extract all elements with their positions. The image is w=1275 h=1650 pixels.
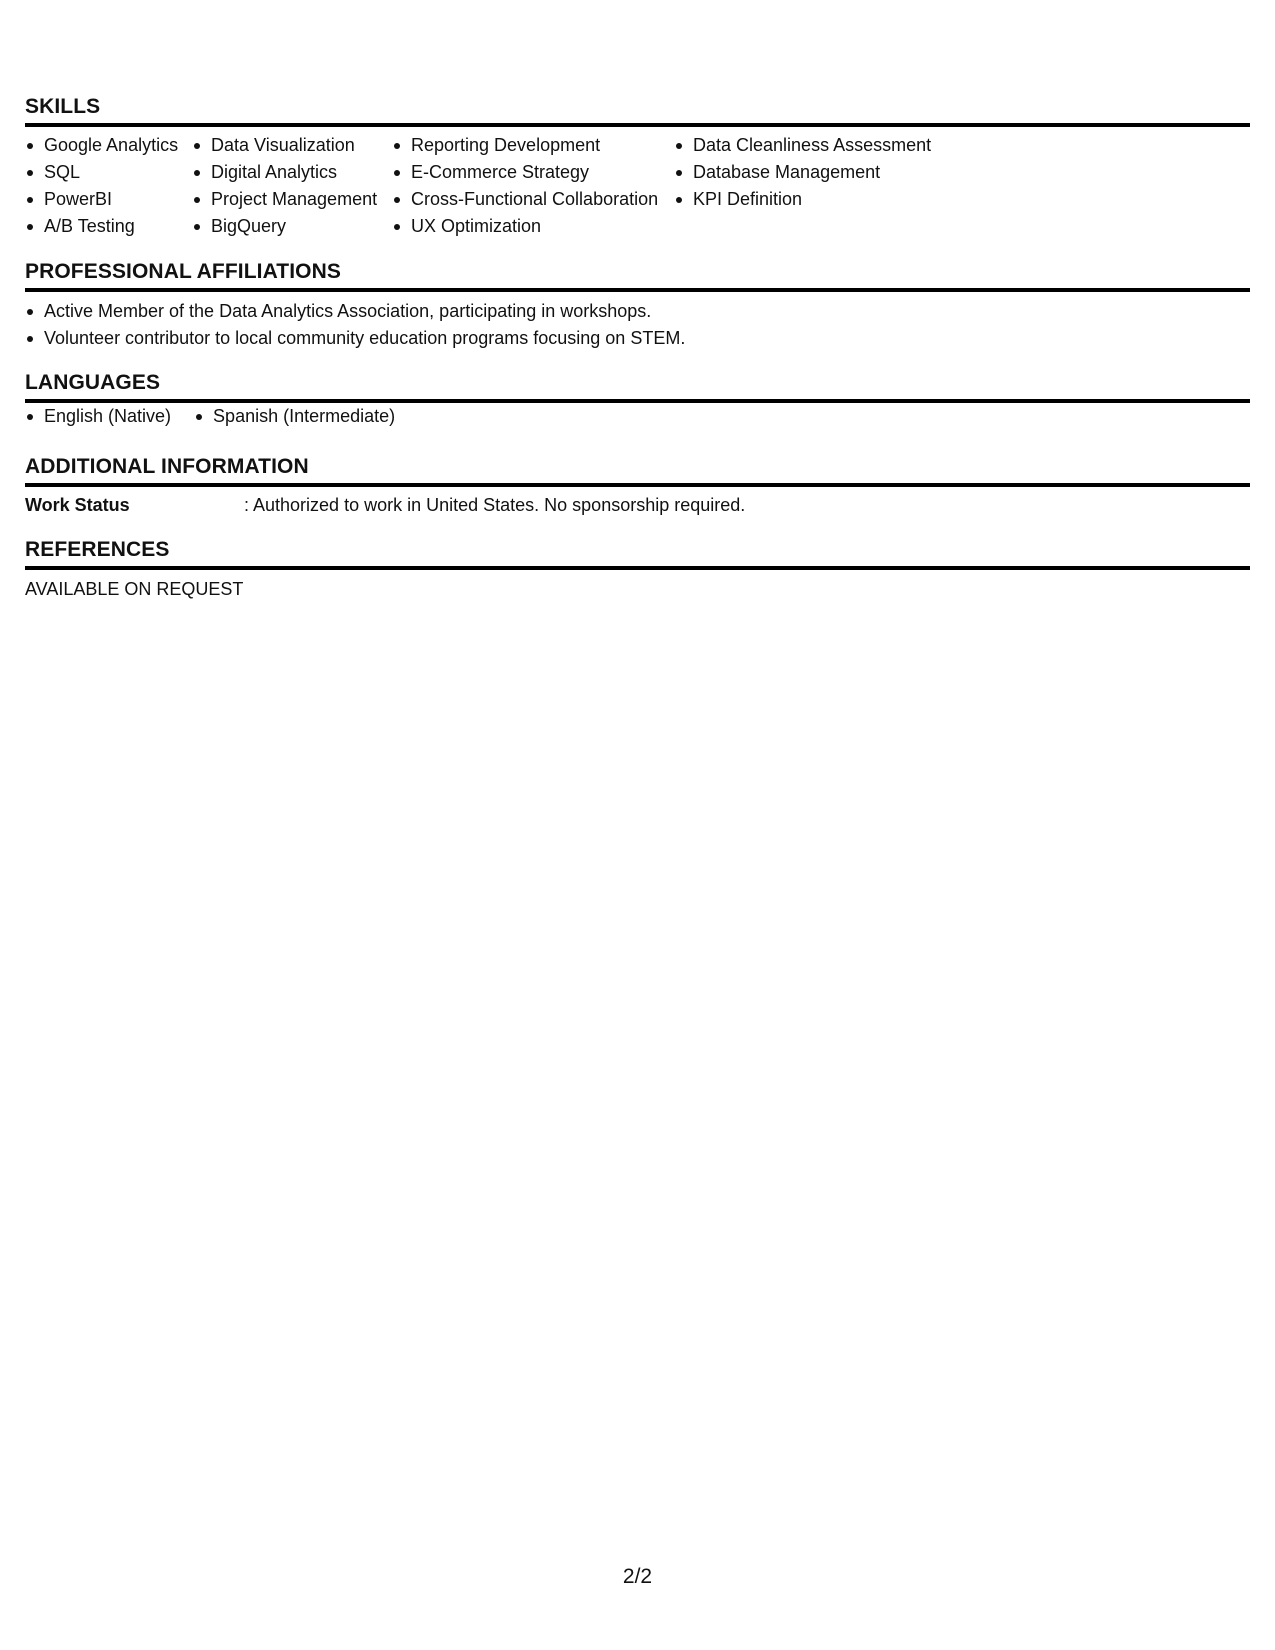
references-text: AVAILABLE ON REQUEST bbox=[25, 579, 244, 599]
skills-heading: SKILLS bbox=[25, 94, 1250, 127]
skill-item: Database Management bbox=[674, 159, 974, 186]
skill-item: Digital Analytics bbox=[192, 159, 392, 186]
work-status-label: Work Status bbox=[25, 495, 130, 515]
skill-item: Reporting Development bbox=[392, 132, 674, 159]
skills-column-3 bbox=[392, 132, 674, 240]
affiliations-heading: PROFESSIONAL AFFILIATIONS bbox=[25, 259, 1250, 292]
skill-item: A/B Testing bbox=[25, 213, 192, 240]
language-item: English (Native) bbox=[25, 403, 171, 430]
skill-item: Data Visualization bbox=[192, 132, 392, 159]
skill-item: E-Commerce Strategy bbox=[392, 159, 674, 186]
affiliations-list bbox=[25, 298, 1250, 352]
languages-heading: LANGUAGES bbox=[25, 370, 1250, 403]
skill-item: UX Optimization bbox=[392, 213, 674, 240]
skill-item: SQL bbox=[25, 159, 192, 186]
resume-page bbox=[25, 0, 1250, 1650]
references-heading: REFERENCES bbox=[25, 537, 1250, 570]
affiliations-section bbox=[25, 259, 1250, 352]
language-item: Spanish (Intermediate) bbox=[194, 403, 395, 430]
skill-item: Data Cleanliness Assessment bbox=[674, 132, 974, 159]
skill-item: BigQuery bbox=[192, 213, 392, 240]
languages-section bbox=[25, 370, 1250, 430]
references-section bbox=[25, 537, 1250, 603]
additional-info-heading: ADDITIONAL INFORMATION bbox=[25, 454, 1250, 487]
work-status-value: : Authorized to work in United States. No sponsorship required. bbox=[244, 495, 746, 515]
skills-column-1 bbox=[25, 132, 192, 240]
skills-grid bbox=[25, 132, 1250, 240]
skill-item: PowerBI bbox=[25, 186, 192, 213]
skills-section bbox=[25, 94, 1250, 240]
affiliation-item: Volunteer contributor to local community education programs focusing on STEM. bbox=[25, 325, 1250, 352]
skill-item: Cross-Functional Collaboration bbox=[392, 186, 674, 213]
skill-item: KPI Definition bbox=[674, 186, 974, 213]
skills-column-4 bbox=[674, 132, 974, 240]
work-status-row bbox=[25, 492, 1250, 519]
skill-item: Project Management bbox=[192, 186, 392, 213]
skills-column-2 bbox=[192, 132, 392, 240]
skill-item: Google Analytics bbox=[25, 132, 192, 159]
affiliation-item: Active Member of the Data Analytics Association, participating in workshops. bbox=[25, 298, 1250, 325]
languages-list bbox=[25, 403, 1250, 430]
page-number: 2/2 bbox=[622, 1565, 653, 1588]
additional-info-section bbox=[25, 454, 1250, 519]
